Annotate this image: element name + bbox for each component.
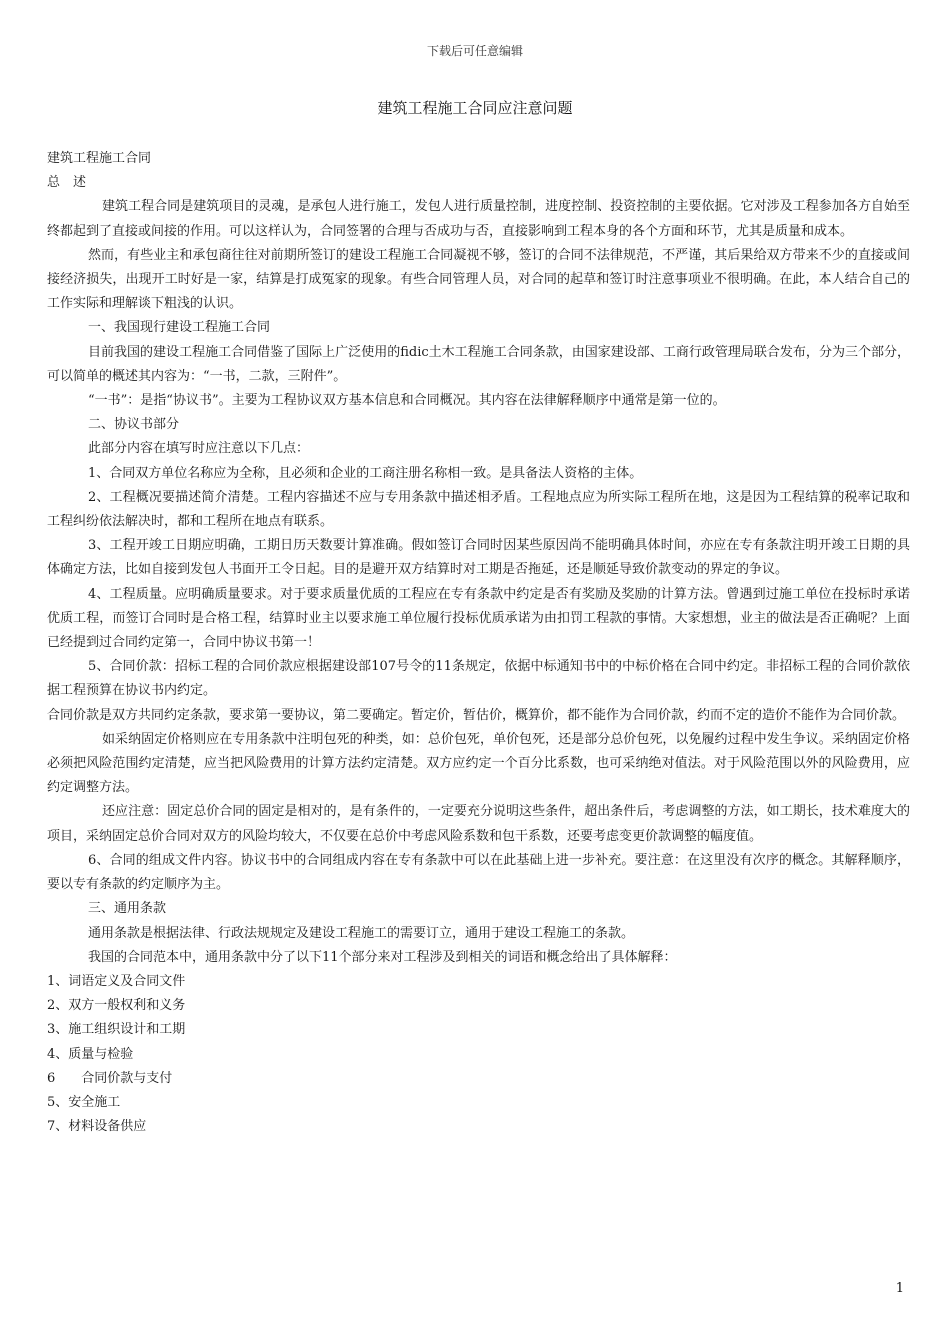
- body-paragraph: 我国的合同范本中，通用条款中分了以下11个部分来对工程涉及到相关的词语和概念给出了具体解释：: [88, 949, 677, 965]
- page-number: 1: [895, 1281, 904, 1296]
- section-heading: 三、通用条款: [88, 901, 167, 917]
- list-item: 7、材料设备供应: [47, 1119, 147, 1135]
- section-heading: 一、我国现行建设工程施工合同: [88, 320, 271, 336]
- body-paragraph: 通用条款是根据法律、行政法规规定及建设工程施工的需要订立，通用于建设工程施工的条款。: [88, 925, 635, 941]
- list-item: 3、施工组织设计和工期: [47, 1022, 186, 1038]
- list-item: 2、工程概况要描述简介清楚。工程内容描述不应与专用条款中描述相矛盾。工程地点应为所实际工程所在地，这是因为工程结算的税率记取和工程纠纷依法解决时，都和工程所在地点有联系。: [47, 489, 910, 530]
- body-paragraph: 目前我国的建设工程施工合同借鉴了国际上广泛使用的fidic土木工程施工合同条款，由国家建设部、工商行政管理局联合发布，分为三个部分，可以简单的概述其内容为：“一书，二款，三附件”。: [47, 344, 910, 384]
- list-item: 4、质量与检验: [47, 1046, 134, 1062]
- subsection-heading: 总 述: [47, 175, 87, 191]
- document-title: 建筑工程施工合同应注意问题: [377, 99, 573, 117]
- body-paragraph: 然而，有些业主和承包商往往对前期所签订的建设工程施工合同凝视不够，签订的合同不法律规范，不严谨，其后果给双方带来不少的直接或间接经济损失，出现开工时好是一家，结算是打成冤家的现象。有些合同管理人员，对合同的起草和签订时注意事项业不很明确。在此，本人结合自己的工作实际和理解谈下粗浅的认识。: [47, 247, 910, 312]
- section-heading: 二、协议书部分: [88, 417, 180, 433]
- body-paragraph: 还应注意：固定总价合同的固定是相对的，是有条件的，一定要充分说明这些条件，超出条件后，考虑调整的方法，如工期长，技术难度大的项目，采纳固定总价合同对双方的风险均较大，不仅要在总价中考虑风险系数和包干系数，还要考虑变更价款调整的幅度值。: [47, 804, 910, 844]
- list-item: 1、合同双方单位名称应为全称，且必须和企业的工商注册名称相一致。是具备法人资格的主体。: [88, 465, 643, 481]
- list-item: 4、工程质量。应明确质量要求。对于要求质量优质的工程应在专有条款中约定是否有奖励及奖励的计算方法。曾遇到过施工单位在投标时承诺优质工程，而签订合同时是合格工程，结算时业主以要求施工单位履行投标优质承诺为由扣罚工程款的事情。大家想想，业主的做法是否正确呢？上面已经提到过合同约定第一，合同中协议书第一！: [47, 586, 910, 651]
- list-item: 6 合同价款与支付: [47, 1070, 173, 1086]
- list-item: 3、工程开竣工日期应明确，工期日历天数要计算准确。假如签订合同时因某些原因尚不能明确具体时间，亦应在专有条款注明开竣工日期的具体确定方法，比如自接到发包人书面开工令日起。目的是避开双方结算时对工期是否拖延，还是顺延导致价款变动的界定的争议。: [47, 538, 910, 578]
- list-item: 1、词语定义及合同文件: [47, 973, 186, 989]
- header-note: 下载后可任意编辑: [426, 44, 523, 58]
- list-item: 5、安全施工: [47, 1094, 121, 1110]
- section-heading: 建筑工程施工合同: [47, 151, 152, 166]
- body-paragraph: 合同价款是双方共同约定条款，要求第一要协议，第二要确定。暂定价，暂估价，概算价，都不能作为合同价款，约而不定的造价不能作为合同价款。: [47, 707, 906, 723]
- body-paragraph: 建筑工程合同是建筑项目的灵魂，是承包人进行施工，发包人进行质量控制，进度控制、投资控制的主要依据。它对涉及工程参加各方自始至终都起到了直接或间接的作用。可以这样认为，合同签署的合理与否成功与否，直接影响到工程本身的各个方面和环节，尤其是质量和成本。: [47, 199, 910, 239]
- list-item: 2、双方一般权利和义务: [47, 998, 186, 1014]
- body-paragraph: 此部分内容在填写时应注意以下几点：: [88, 441, 310, 457]
- list-item: 5、合同价款：招标工程的合同价款应根据建设部107号令的11条规定，依据中标通知书中的中标价格在合同中约定。非招标工程的合同价款依据工程预算在协议书内约定。: [47, 659, 910, 699]
- document-body: [47, 147, 910, 1139]
- body-paragraph: 如采纳固定价格则应在专用条款中注明包死的种类，如：总价包死，单价包死，还是部分总价包死，以免履约过程中发生争议。采纳固定价格必须把风险范围约定清楚，应当把风险费用的计算方法约定清楚。双方应约定一个百分比系数，也可采纳绝对值法。对于风险范围以外的风险费用，应约定调整方法。: [47, 731, 910, 796]
- list-item: 6、合同的组成文件内容。协议书中的合同组成内容在专有条款中可以在此基础上进一步补充。要注意：在这里没有次序的概念。其解释顺序，要以专有条款的约定顺序为主。: [47, 852, 910, 893]
- body-paragraph: “一书”：是指“协议书”。主要为工程协议双方基本信息和合同概况。其内容在法律解释顺序中通常是第一位的。: [88, 393, 726, 409]
